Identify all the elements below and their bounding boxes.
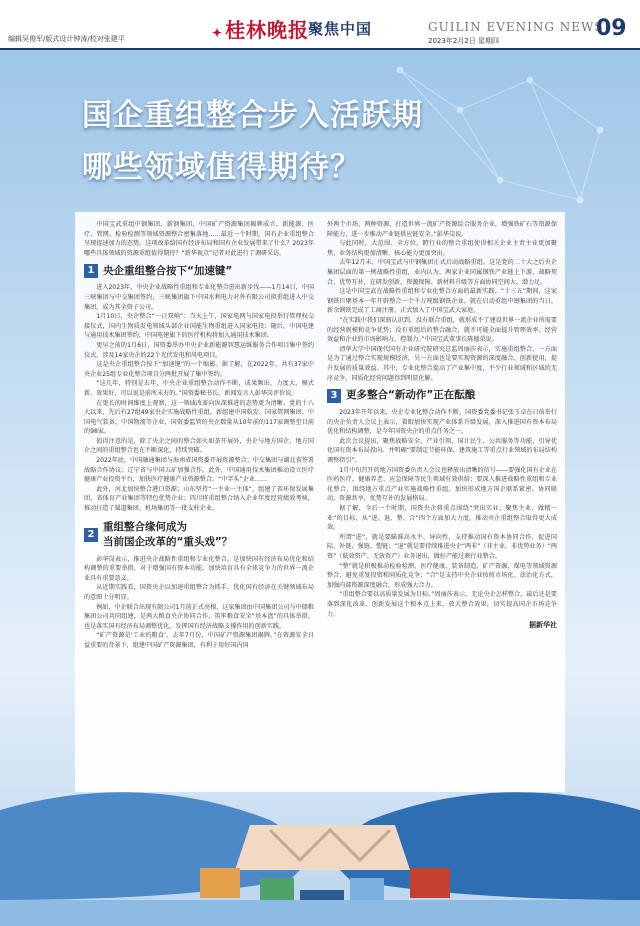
paragraph: 进入2023年，中央企业战略性重组和专业化整合进出新步伐——1月14日，中国三峡集团与中交集团签约，三峡集团旗下中国水利电力对外有限公司拟重组进入中交集团，成为其全资子公司。 (84, 284, 314, 311)
paragraph: 此次会议提出，聚焦战略安全、产业引领、国计民生、公共服务等功能，引导优化国有资本布局投向。并明确“要制定节能环保、建筑施工等重点行业领域的布局结构调整指引”。 (327, 437, 557, 465)
paragraph: 2022年底，中国融通集团与海南省国资委开展资源整合；中交集团与湖北省签署战略合作协议；辽宁省与中国五矿加强合作。此外，中国通用技术集团推动设立医疗健康产业投资平台，加快医疗健康产业资源整合。“中字头”企业…… (84, 457, 314, 484)
headline-line-1: 国企重组整合步入活跃期 (82, 98, 423, 133)
section-title: 更多整合“新动作”正在酝酿 (346, 389, 476, 402)
paragraph: 所谓“进”，就是要瞄准高水平、导向性，支持推动国有资本协同合作，促进国际、补链、强链、塑链；“退”就是要持续推进央企“两非”（非主业、非优势业务）“两资”（低效资产、无效资产）业务退出，做好产能过剩行业整合。 (327, 533, 557, 560)
paragraph: 1月10日，央企整合“一日双响”：当天上午，国家电网与国家电投举行管理权交接仪式，国内生物质发电领域头部企业国能生物重组进入国家电投；随后，中国电建与通用技术集团签约，中国电建旗下的医疗机构将加入通用技术集团。 (84, 313, 314, 340)
paragraph: “这几年，特别是去年，中央企业重组整合动作不断，成果频出，力度大、模式新、效果好，可以说是前所未有的。”国资委秘书长、新闻发言人彭华岗评价说。 (84, 380, 314, 397)
article-source: 据新华社 (529, 621, 557, 630)
paragraph: 彭华岗表示，推进央企战略性重组和专业化整合，是加快国有经济布局优化和结构调整的重要举措，对于增强国有资本功能、加快培育具有全球竞争力的世界一流企业具有重要意义。 (84, 555, 314, 582)
editor-credits: 编辑吴俊军/版式设计钟涛/校对张建平 (8, 35, 125, 43)
article-background (0, 50, 640, 926)
english-name: GUILIN EVENING NEWS (428, 20, 604, 34)
paragraph: 在更长的时间维度上观察，这一领域改革向纵深推进的态势更为清晰。党的十八大以来，先后有27组49家央企实施战略性重组，新组建中国航发、国家管网集团、中国电气装备、中国物流等企业，国资委监管的央企数量从10年前的117家调整至目前的98家。 (84, 399, 314, 436)
paragraph: 1月中旬召开的地方国资委负责人会议也释放出清晰的信号——要强化国有企业在医药医疗、健康养老、应急保障等民生领域有效供给；要深入推进战略性重组和专业化整合，围绕地方重点产业实施战略性重组。加快形成地方国企联系紧密、协同联动、资源共享、优势互补的发展格局。 (327, 466, 557, 503)
paragraph: 2023年开年以来，央企专业化整合动作不断。国资委党委书记张玉卓在日前举行的央企负责人会议上表示，着眼加快实现产业体系升级发展，深入推进国有资本布局优化和结构调整，是今年国资央企的重点任务之一。 (327, 409, 557, 436)
paragraph: 去年12月末，中国宝武与中钢集团正式启动战略重组。这是党的二十大之后央企集团层面的第一例战略性重组，业内认为，两家企业同属钢铁产业链上下游，战略契合、优势互补，在研发创新、资源保障、新材料升级等方面协同空间大、潜力足。 (327, 259, 557, 286)
newspaper-logo: ✦ 桂林晚报 (212, 14, 309, 43)
article-panel (75, 212, 565, 792)
section-heading-2 (84, 520, 314, 550)
paragraph: 例如，中企联合出现有限公司1月前正式亮相，这家集团由中国集团公司与中储粮集团公司共同组建，是两大粮食央企协同合作、筑牢粮食安全“基本盘”的具体举措，也是落实国有经济布局调整优化、发挥国有经济战略支撑作用的创新实践。 (84, 603, 314, 630)
section-name: 聚焦中国 (308, 20, 373, 38)
section-title: 重组整合缘何成为 当前国企改革的“重头戏”？ (103, 520, 233, 548)
right-column (327, 220, 557, 631)
paragraph: 更早之前的1月6日，国资委举办中央企业新能源智慧运维服务合作项目集中签约仪式，涉及14家央企的22个光伏发电和风电项目。 (84, 341, 314, 359)
paragraph: “整”就是积极推动检验检测、医疗健康、装备制造、矿产资源、煤电等领域资源整合，避免重复投资和同质化竞争；“合”是支持中央企业按照市场化、法治化方式，加强内部资源深度融合，形成强大合力。 (327, 562, 557, 589)
section-number: 3 (327, 389, 341, 403)
paragraph: 外两个市场、两种资源，打造世界一流矿产资源综合服务企业，增强铁矿石等资源保障能力，进一步推动产业链供应链安全。”彭华岗说。 (327, 221, 557, 238)
section-number: 2 (84, 528, 98, 542)
paragraph: “重组整合要以高质量发展为目标。”周丽莎表示，无论央企怎样整合，最后还是要落到深化改革、创新发展这个根本点上来，放大整合效果，切实提高国企市场竞争力。 (327, 591, 557, 618)
paragraph: 据了解，今后一个时期，国资央企将重点围绕“突出实业、聚焦主业、做精一业”的目标，从“进、退、整、合”四个方面加大力度，推动央企重组整合取得更大成效。 (327, 505, 557, 532)
paragraph: 从近期实践看，国资央企以加速重组整合为抓手，优化国有经济在关键领域布局的意图十分明显。 (84, 584, 314, 601)
paragraph: 这是中国宝武在战略性重组和专业化整合方面的最新实践。“十三五”期间，这家钢铁巨擘基本一年开辟整合一个千万吨级钢铁企业，就在启动重组中钢集团的当日，新余钢铁完成了工商注册，正式加入了中国宝武大家庭。 (327, 288, 557, 315)
network-graphic (380, 50, 640, 230)
issue-date: 2023年2月2日 星期四 (428, 37, 499, 45)
paragraph: “在实践中我们深刻认识到，没有联合重组，就形成不了建设世界一流企业所需要的经营规模和竞争优势；没有重组后的整合融合，就不可能全面提升管理效率、经营效益和企业的市场影响力、控制力。”中国宝武董事长陈德荣说。 (327, 316, 557, 344)
paragraph: 清华大学中国现代国有企业研究院研究总监周丽莎表示，实施重组整合，一方面是为了通过整合实现规模经济，另一方面也是要实现资源的深度融合、创新使用，提升发展的质量效益。其中，专业化整合提高了产业集中度，不少行业领域和区域的无序竞争、同质化经营问题得到明显化解。 (327, 345, 557, 382)
intro-paragraph: 中国宝武重组中钢集团、新钢集团，中国矿产资源集团揭牌成立，新能源、医疗、管网、检验检测等领域资源整合密集落地……最近一个时期，国有企业重组整合呈现提速加力的态势。这项改革给国有经济布局和国有企业发展带来了什么？2023年哪些具体领域的资源重组值得期待？“新华视点”记者对此进行了调研采访。 (84, 221, 314, 257)
section-number: 1 (84, 264, 98, 278)
paragraph: “矿产资源是‘工业的粮食’，去年7月份，中国矿产资源集团揭牌。”在资源安全日益重要的背景下，组建中国矿产资源集团，有利于用好国内国 (84, 632, 314, 649)
section-title: 央企重组整合按下“加速键” (103, 264, 233, 277)
paragraph: 此外，河北加快整合港口资源；山东坚持“一主业一主体”，组建了省环保发展集团、省体育产业集团等特色优势企业；四川将重组整合纳入企业年度经营绩效考核，推动打造了蜀道集团、机场集团等一批支柱企业。 (84, 485, 314, 513)
paragraph: 值得注意的是，除了央企之间的整合如火如荼开展外，央企与地方国企、地方国企之间的重组整合也在不断深化、持续突破。 (84, 437, 314, 455)
paragraph: 这是央企重组整合按下“加速键”的一个缩影。据了解，在2022年，共有37家中央企业25组专业化整合项目分两批开展了集中签约。 (84, 361, 314, 378)
headline-line-2: 哪些领域值得期待？ (82, 150, 361, 185)
page-header (0, 0, 640, 50)
page-number: 09 (596, 16, 627, 41)
section-heading-1 (84, 264, 314, 278)
left-column (84, 220, 314, 651)
paragraph: 与此同时，大范围、全方位、跨行业的整合重组使得相关企业主责主业更加聚焦、业务结构更加清晰、核心能力更加突出。 (327, 240, 557, 257)
section-heading-3 (327, 389, 557, 403)
